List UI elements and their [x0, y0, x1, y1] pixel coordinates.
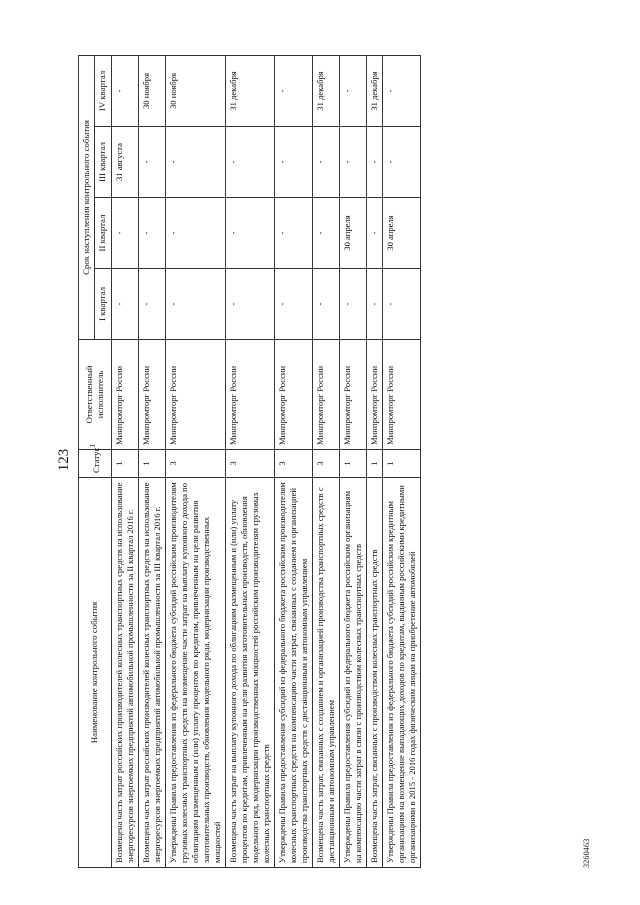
event-q2: -: [111, 198, 138, 269]
event-q1: -: [382, 269, 420, 340]
table-row: [138, 55, 165, 867]
event-q2: -: [312, 198, 339, 269]
event-status: 1: [366, 450, 382, 478]
event-name: Утверждены Правила предоставления из федерального бюджета субсидий российским кредитным организациям на возмещение выпадающих доходов по кредитам, выданным российскими кредитными организациями в 2015 - 2016 годах физическим лицам на приобретение автомобилей: [382, 478, 420, 868]
event-name: Возмещена часть затрат на выплату купонного дохода по облигациям размещенным и (или) уплату процентов по кредитам, привлеченным на цели развития заготовительных производств, обновления модельного ряд, модернизации производственных мощностей российским производителям грузовых колесных транспортных средств: [225, 478, 274, 868]
table-row: [366, 55, 382, 867]
event-q2: -: [366, 198, 382, 269]
table-row: [312, 55, 339, 867]
event-status: 3: [225, 450, 274, 478]
event-status: 3: [312, 450, 339, 478]
header-status: [79, 443, 112, 478]
event-q4: 30 ноября: [165, 55, 225, 126]
event-q1: -: [111, 269, 138, 340]
event-responsible: Минпромторг России: [111, 340, 138, 450]
event-name: Утверждены Правила предоставления субсидий из федерального бюджета российским организациям на компенсацию части затрат в связи с производством колесных транспортных средств: [339, 478, 366, 868]
event-q3: -: [339, 127, 366, 198]
event-q3: -: [366, 127, 382, 198]
event-q4: 31 декабря: [312, 55, 339, 126]
event-q1: -: [165, 269, 225, 340]
event-q3: -: [312, 127, 339, 198]
event-responsible: Минпромторг России: [225, 340, 274, 450]
event-q3: -: [274, 127, 312, 198]
event-q1: -: [312, 269, 339, 340]
header-status-footnote: 1: [87, 443, 97, 448]
event-q1: -: [274, 269, 312, 340]
event-q3: 31 августа: [111, 127, 138, 198]
event-status: 3: [274, 450, 312, 478]
header-q2: II квартал: [95, 198, 111, 269]
event-q4: -: [339, 55, 366, 126]
table-row: [339, 55, 366, 867]
table-row: [382, 55, 420, 867]
event-status: 1: [339, 450, 366, 478]
event-responsible: Минпромторг России: [165, 340, 225, 450]
event-status: 1: [138, 450, 165, 478]
header-status-label: Статус: [90, 447, 101, 473]
event-name: Возмещена часть затрат, связанных с производством колесных транспортных средств: [366, 478, 382, 868]
event-q1: -: [339, 269, 366, 340]
header-deadline-group: Срок наступления контрольного события: [79, 55, 95, 339]
event-q3: -: [165, 127, 225, 198]
event-q4: -: [382, 55, 420, 126]
event-responsible: Минпромторг России: [138, 340, 165, 450]
event-status: 1: [111, 450, 138, 478]
event-name: Утверждены Правила предоставления субсидий из федерального бюджета российским производителям колесных транспортных средств на компенсацию части затрат, связанных с созданием и организацией производства транспортных средств с дистанционным и автономным управлением: [274, 478, 312, 868]
event-q1: -: [366, 269, 382, 340]
document-code: 3260463: [582, 838, 591, 868]
event-name: Возмещена часть затрат российских производителей колесных транспортных средств на использование энергоресурсов энергоемких предприятий автомобильной промышленности за II квартал 2016 г.: [111, 478, 138, 868]
event-q4: -: [111, 55, 138, 126]
event-q1: -: [138, 269, 165, 340]
document-page: [52, 48, 612, 868]
table-row: [111, 55, 138, 867]
event-name: Возмещена часть затрат, связанных с созданием и организацией производства транспортных средств с дистанционным и автономным управлением: [312, 478, 339, 868]
event-q1: -: [225, 269, 274, 340]
header-q3: III квартал: [95, 127, 111, 198]
event-q2: 30 апреля: [382, 198, 420, 269]
event-name: Возмещена часть затрат российских производителей колесных транспортных средств на использование энергоресурсов энергоемких предприятий автомобильной промышленности за III квартал 2016 г.: [138, 478, 165, 868]
header-name: Наименование контрольного события: [79, 478, 112, 868]
event-q2: 30 апреля: [339, 198, 366, 269]
event-q2: -: [225, 198, 274, 269]
table-row: [225, 55, 274, 867]
header-responsible: Ответственный исполнитель: [79, 340, 112, 450]
event-q3: -: [225, 127, 274, 198]
table-header-row: [79, 55, 95, 867]
event-responsible: Минпромторг России: [312, 340, 339, 450]
event-responsible: Минпромторг России: [339, 340, 366, 450]
event-responsible: Минпромторг России: [366, 340, 382, 450]
event-q4: 31 декабря: [225, 55, 274, 126]
table-row: [165, 55, 225, 867]
event-name: Утверждены Правила предоставления из федерального бюджета субсидий российским производителям грузовых колесных транспортных средств на возмещение части затрат на выплату купонного дохода по облигациям размещенным и (или) уплату процентов по кредитам, привлеченным на цели развития заготовительных производств, обновления модельного ряда, модернизации производственных мощностей: [165, 478, 225, 868]
event-responsible: Минпромторг России: [382, 340, 420, 450]
event-q4: 30 ноября: [138, 55, 165, 126]
event-q2: -: [138, 198, 165, 269]
table-row: [274, 55, 312, 867]
event-q3: -: [382, 127, 420, 198]
header-q1: I квартал: [95, 269, 111, 340]
event-responsible: Минпромторг России: [274, 340, 312, 450]
page-number: 123: [56, 448, 72, 472]
event-status: 1: [382, 450, 420, 478]
event-q2: -: [165, 198, 225, 269]
event-q2: -: [274, 198, 312, 269]
event-status: 3: [165, 450, 225, 478]
event-q4: 31 декабря: [366, 55, 382, 126]
control-events-table: [78, 55, 421, 868]
event-q3: -: [138, 127, 165, 198]
event-q4: -: [274, 55, 312, 126]
header-q4: IV квартал: [95, 55, 111, 126]
